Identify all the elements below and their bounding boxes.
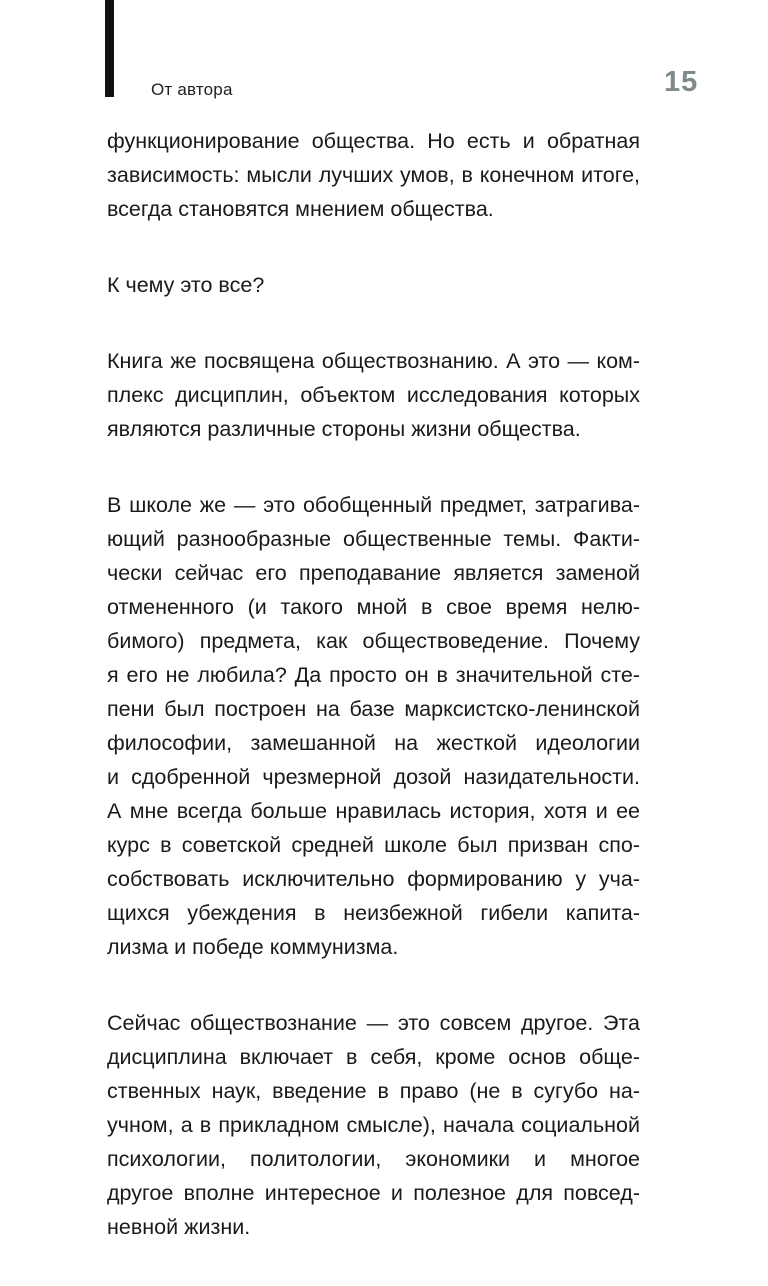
text-line: невной жизни. (107, 1215, 251, 1239)
text-line: философии, замешанной на жесткой идеологии (107, 731, 640, 755)
text-line: ственных наук, введение в право (не в сугубо на- (107, 1079, 640, 1103)
text-line: пени был построен на базе марксистско-ленинской (107, 697, 640, 721)
text-line: А мне всегда больше нравилась история, хотя и ее (107, 799, 640, 823)
text-line: учном, а в прикладном смысле), начала социальной (107, 1113, 640, 1137)
text-line: зависимость: мысли лучших умов, в конечном итоге, (107, 163, 640, 187)
text-line: В школе же — это обобщенный предмет, затрагива- (107, 493, 640, 517)
text-line: ющий разнообразные общественные темы. Факти- (107, 527, 640, 551)
paragraph (107, 268, 640, 302)
text-line: лизма и победе коммунизма. (107, 935, 399, 959)
page-number: 15 (664, 66, 699, 98)
text-line: дисциплина включает в себя, кроме основ обще- (107, 1045, 640, 1069)
text-line: бимого) предмета, как обществоведение. Почему (107, 629, 640, 653)
text-line: чески сейчас его преподавание является заменой (107, 561, 640, 585)
body-text (107, 124, 640, 1286)
paragraph (107, 124, 640, 226)
text-line: отмененного (и такого мной в свое время нелю- (107, 595, 640, 619)
text-line: курс в советской средней школе был призван спо- (107, 833, 640, 857)
text-line: собствовать исключительно формированию у уча- (107, 867, 640, 891)
text-line: я его не любила? Да просто он в значительной сте- (107, 663, 640, 687)
running-head: От автора (151, 80, 233, 99)
text-line: другое вполне интересное и полезное для повсед- (107, 1181, 640, 1205)
text-line: функционирование общества. Но есть и обратная (107, 129, 640, 153)
paragraph (107, 1006, 640, 1244)
header-rule (105, 0, 114, 97)
paragraph (107, 344, 640, 446)
text-line: Сейчас обществознание — это совсем другое. Эта (107, 1011, 640, 1035)
text-line: щихся убеждения в неизбежной гибели капита- (107, 901, 640, 925)
text-line: всегда становятся мнением общества. (107, 197, 494, 221)
text-line: и сдобренной чрезмерной дозой назидательности. (107, 765, 640, 789)
text-line: К чему это все? (107, 273, 265, 297)
text-line: Книга же посвящена обществознанию. А это — ком- (107, 349, 640, 373)
text-line: плекс дисциплин, объектом исследования которых (107, 383, 640, 407)
paragraph (107, 488, 640, 964)
text-line: являются различные стороны жизни общества. (107, 417, 581, 441)
text-line: психологии, политологии, экономики и многое (107, 1147, 640, 1171)
